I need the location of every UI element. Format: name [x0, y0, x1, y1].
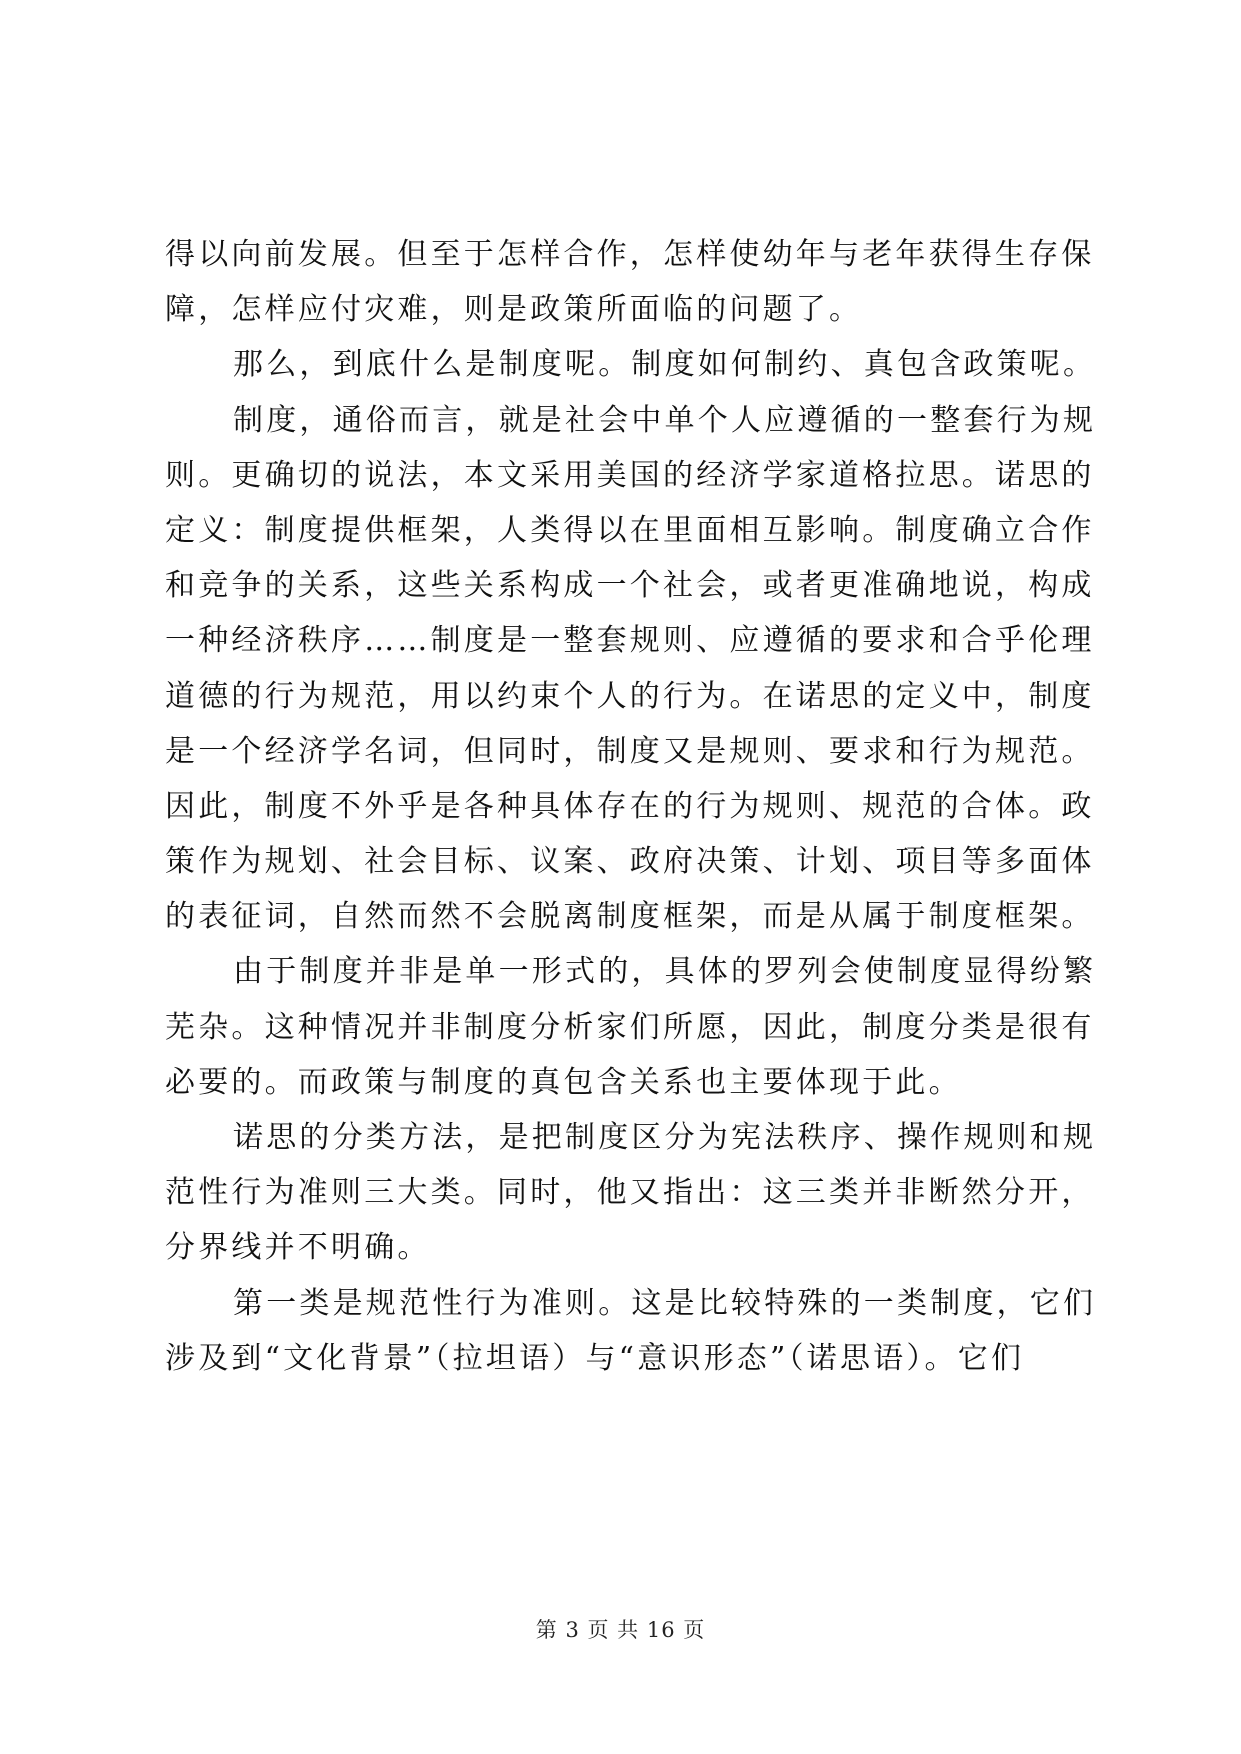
text-line-7: 和竞争的关系，这些关系构成一个社会，或者更准确地说，构成 [165, 568, 1095, 604]
text-line-16: 必要的。而政策与制度的真包含关系也主要体现于此。 [165, 1064, 962, 1100]
text-line-11: 因此，制度不外乎是各种具体存在的行为规则、规范的合体。政 [165, 788, 1095, 824]
text-line-21: 涉及到“文化背景”（拉坦语）与“意识形态”（诺思语）。它们 [165, 1340, 1025, 1376]
text-line-4: 制度，通俗而言，就是社会中单个人应遵循的一整套行为规 [233, 402, 1097, 438]
text-line-6: 定义：制度提供框架，人类得以在里面相互影响。制度确立合作 [165, 512, 1095, 548]
body-text [165, 227, 1097, 1386]
text-line-13: 的表征词，自然而然不会脱离制度框架，而是从属于制度框架。 [165, 899, 1095, 935]
text-line-14: 由于制度并非是单一形式的，具体的罗列会使制度显得纷繁 [233, 954, 1097, 990]
text-line-10: 是一个经济学名词，但同时，制度又是规则、要求和行为规范。 [165, 733, 1095, 769]
text-line-9: 道德的行为规范，用以约束个人的行为。在诺思的定义中，制度 [165, 678, 1095, 714]
text-line-18: 范性行为准则三大类。同时，他又指出：这三类并非断然分开， [165, 1175, 1095, 1211]
page-footer: 第 3 页 共 16 页 [535, 1618, 706, 1642]
text-line-1: 得以向前发展。但至于怎样合作，怎样使幼年与老年获得生存保 [165, 237, 1095, 272]
text-line-20: 第一类是规范性行为准则。这是比较特殊的一类制度，它们 [233, 1285, 1097, 1321]
text-line-3: 那么，到底什么是制度呢。制度如何制约、真包含政策呢。 [233, 347, 1097, 383]
text-line-19: 分界线并不明确。 [165, 1230, 431, 1266]
text-line-8: 一种经济秩序……制度是一整套规则、应遵循的要求和合乎伦理 [165, 623, 1095, 659]
text-line-2: 障，怎样应付灾难，则是政策所面临的问题了。 [165, 292, 863, 328]
text-line-17: 诺思的分类方法，是把制度区分为宪法秩序、操作规则和规 [233, 1120, 1097, 1155]
text-line-12: 策作为规划、社会目标、议案、政府决策、计划、项目等多面体 [165, 844, 1095, 880]
text-line-5: 则。更确切的说法，本文采用美国的经济学家道格拉思。诺思的 [165, 457, 1095, 493]
text-line-15: 芜杂。这种情况并非制度分析家们所愿，因此，制度分类是很有 [165, 1009, 1095, 1045]
